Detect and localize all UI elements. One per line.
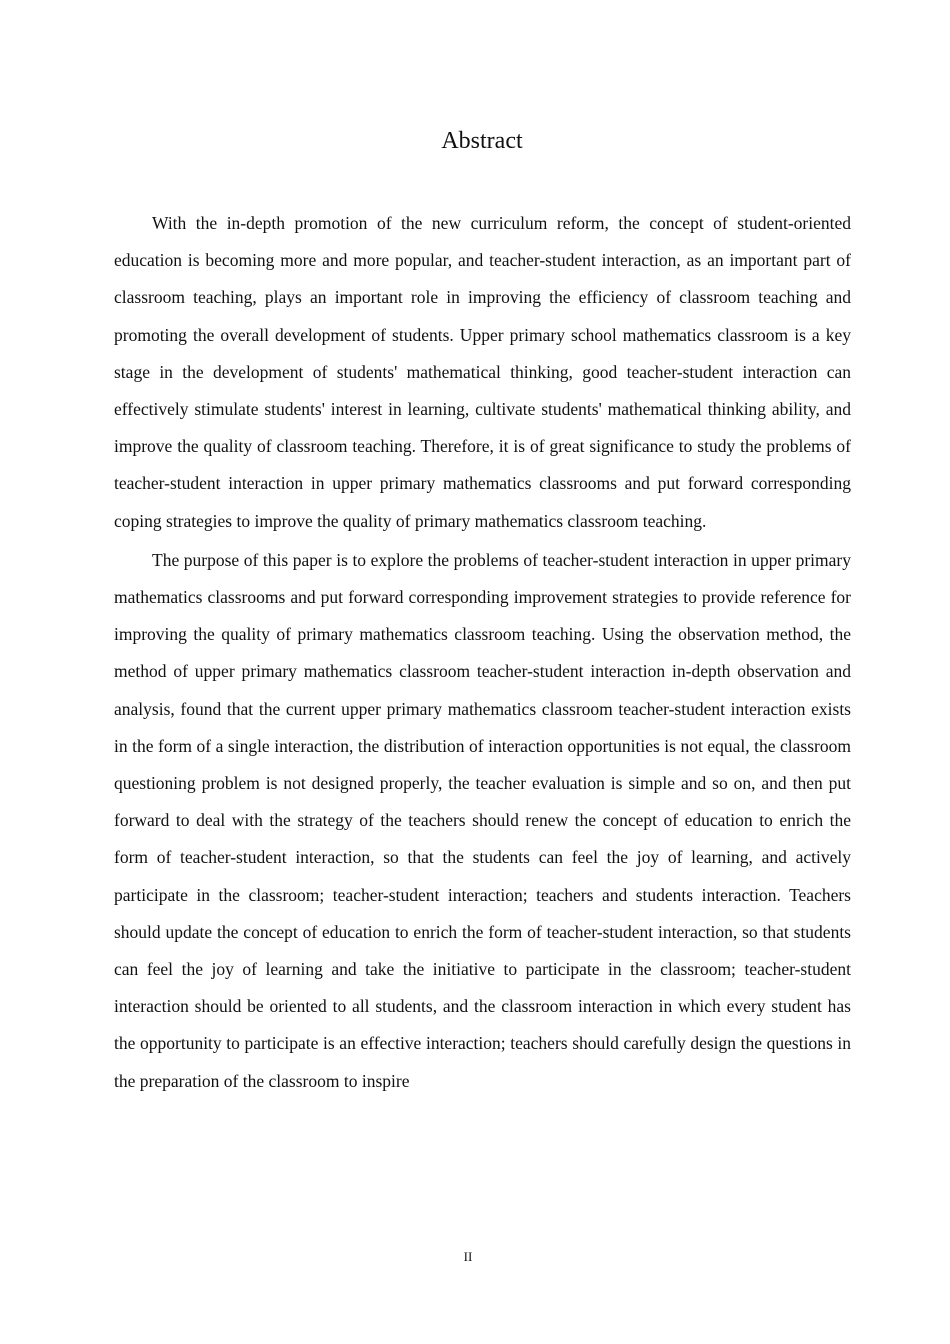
abstract-body bbox=[114, 205, 851, 1100]
abstract-title: Abstract bbox=[441, 128, 523, 154]
abstract-paragraph-1: With the in-depth promotion of the new curriculum reform, the concept of student-oriented education is becoming more and more popular, and teacher-student interaction, as an important part of classroom teaching, plays an important role in improving the efficiency of classroom teaching and promoting the overall development of students. Upper primary school mathematics classroom is a key stage in the development of students' mathematical thinking, good teacher-student interaction can effectively stimulate students' interest in learning, cultivate students' mathematical thinking ability, and improve the quality of classroom teaching. Therefore, it is of great significance to study the problems of teacher-student interaction in upper primary mathematics classrooms and put forward corresponding coping strategies to improve the quality of primary mathematics classroom teaching. bbox=[114, 213, 851, 531]
abstract-paragraph-2: The purpose of this paper is to explore the problems of teacher-student interaction in upper primary mathematics classrooms and put forward corresponding improvement strategies to provide reference for improving the quality of primary mathematics classroom teaching. Using the observation method, the method of upper primary mathematics classroom teacher-student interaction in-depth observation and analysis, found that the current upper primary mathematics classroom teacher-student interaction exists in the form of a single interaction, the distribution of interaction opportunities is not equal, the classroom questioning problem is not designed properly, the teacher evaluation is simple and so on, and then put forward to deal with the strategy of the teachers should renew the concept of education to enrich the form of teacher-student interaction, so that the students can feel the joy of learning, and actively participate in the classroom; teacher-student interaction; teachers and students interaction. Teachers should update the concept of education to enrich the form of teacher-student interaction, so that students can feel the joy of learning and take the initiative to participate in the classroom; teacher-student interaction should be oriented to all students, and the classroom interaction in which every student has the opportunity to participate is an effective interaction; teachers should carefully design the questions in the preparation of the classroom to inspire bbox=[114, 549, 851, 1091]
page-number: II bbox=[463, 1249, 473, 1264]
